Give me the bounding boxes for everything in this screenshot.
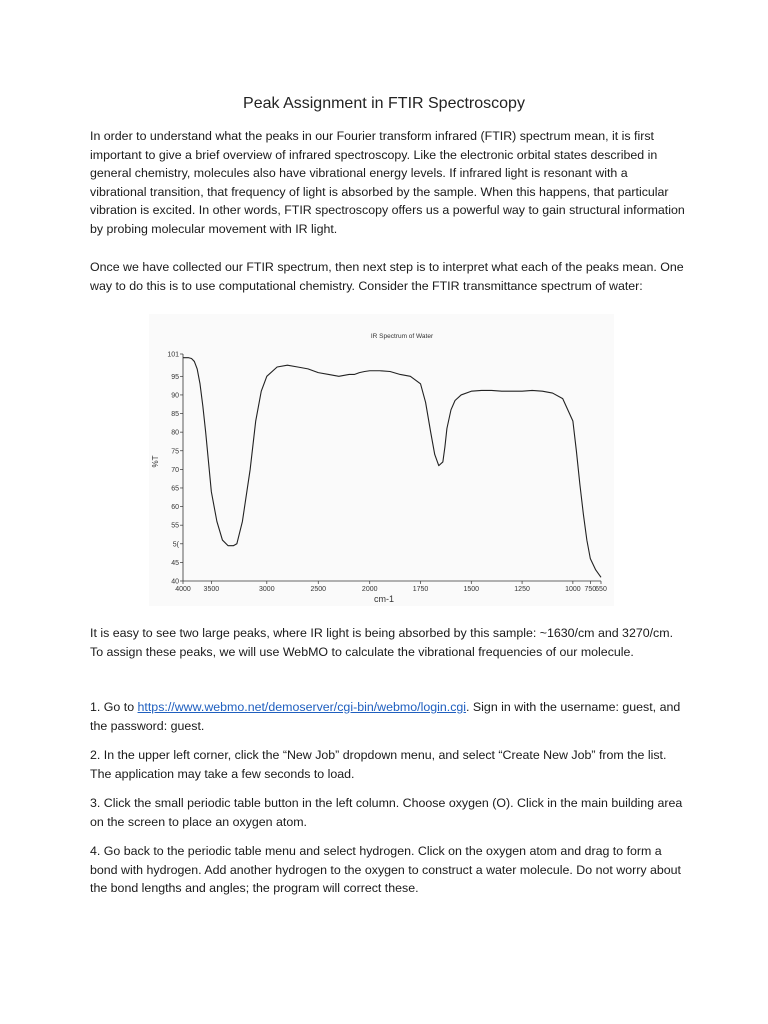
y-tick-label: 55 bbox=[171, 522, 179, 530]
x-tick-label: 1750 bbox=[412, 586, 429, 593]
x-tick-label: 1250 bbox=[514, 586, 530, 593]
ir-spectrum-chart bbox=[149, 314, 614, 606]
x-axis-label: cm-1 bbox=[374, 594, 394, 604]
y-tick-label: 5( bbox=[172, 541, 179, 549]
y-tick-label: 45 bbox=[171, 559, 179, 567]
y-tick-label: 95 bbox=[171, 373, 179, 381]
chart-title: IR Spectrum of Water bbox=[370, 333, 434, 340]
y-tick-label: 85 bbox=[171, 411, 179, 419]
step-1-prefix: 1. Go to bbox=[90, 700, 138, 714]
x-tick-label: 4000 bbox=[175, 586, 191, 593]
spectrum-line bbox=[183, 358, 601, 578]
x-tick-label: 1000 bbox=[565, 586, 581, 593]
x-tick-label: 650 bbox=[595, 586, 607, 593]
y-axis-label: %T bbox=[151, 455, 160, 468]
page-title: Peak Assignment in FTIR Spectroscopy bbox=[243, 95, 525, 112]
step-4: 4. Go back to the periodic table menu and select hydrogen. Click on the oxygen atom and drag to form a bond with hydrogen. Add another hydrogen to the oxygen to construct a water molecule. Do not worry about the bond lengths and angles; the program will correct these. bbox=[90, 844, 681, 895]
step-1-suffix: . Sign in with the username: guest, and the password: guest. bbox=[90, 700, 681, 733]
x-tick-label: 3500 bbox=[203, 586, 220, 593]
y-tick-label: 90 bbox=[171, 392, 179, 400]
x-tick-label: 2000 bbox=[361, 586, 378, 593]
y-tick-label: 80 bbox=[171, 429, 179, 437]
peaks-paragraph: It is easy to see two large peaks, where IR light is being absorbed by this sample: ~1630/cm and 3270/cm. To assign these peaks, we will use WebMO to calculate the vibrational frequencies of our molecule. bbox=[90, 626, 674, 659]
step-3: 3. Click the small periodic table button in the left column. Choose oxygen (O). Click in the main building area on the screen to place an oxygen atom. bbox=[90, 796, 683, 829]
y-tick-label: 70 bbox=[171, 466, 179, 474]
y-tick-label: 101 bbox=[167, 351, 179, 359]
ir-spectrum-figure bbox=[149, 314, 614, 606]
y-tick-label: 40 bbox=[171, 578, 179, 586]
step-1 bbox=[90, 698, 686, 735]
x-tick-label: 750 bbox=[584, 586, 597, 593]
intro-paragraph: In order to understand what the peaks in our Fourier transform infrared (FTIR) spectrum mean, it is first important to give a brief overview of infrared spectroscopy. Like the electronic orbital states described in general chemistry, molecules also have vibrational energy levels. If infrared light is resonant with a vibrational transition, that frequency of light is absorbed by the sample. When this happens, that particular vibration is excited. In other words, FTIR spectroscopy offers us a powerful way to gain structural information by probing molecular movement with IR light. bbox=[90, 129, 685, 236]
y-tick-label: 75 bbox=[171, 448, 179, 456]
webmo-login-link[interactable]: https://www.webmo.net/demoserver/cgi-bin/webmo/login.cgi bbox=[137, 700, 467, 714]
step-2: 2. In the upper left corner, click the “New Job” dropdown menu, and select “Create New Job” from the list. The application may take a few seconds to load. bbox=[90, 748, 667, 781]
y-tick-label: 60 bbox=[171, 504, 179, 512]
x-tick-label: 3000 bbox=[259, 586, 275, 593]
spectrum-intro-paragraph: Once we have collected our FTIR spectrum, then next step is to interpret what each of the peaks mean. One way to do this is to use computational chemistry. Consider the FTIR transmittance spectrum of water: bbox=[90, 260, 684, 293]
y-tick-label: 65 bbox=[171, 485, 179, 493]
x-tick-label: 1500 bbox=[463, 586, 480, 593]
x-tick-label: 2500 bbox=[310, 586, 327, 593]
